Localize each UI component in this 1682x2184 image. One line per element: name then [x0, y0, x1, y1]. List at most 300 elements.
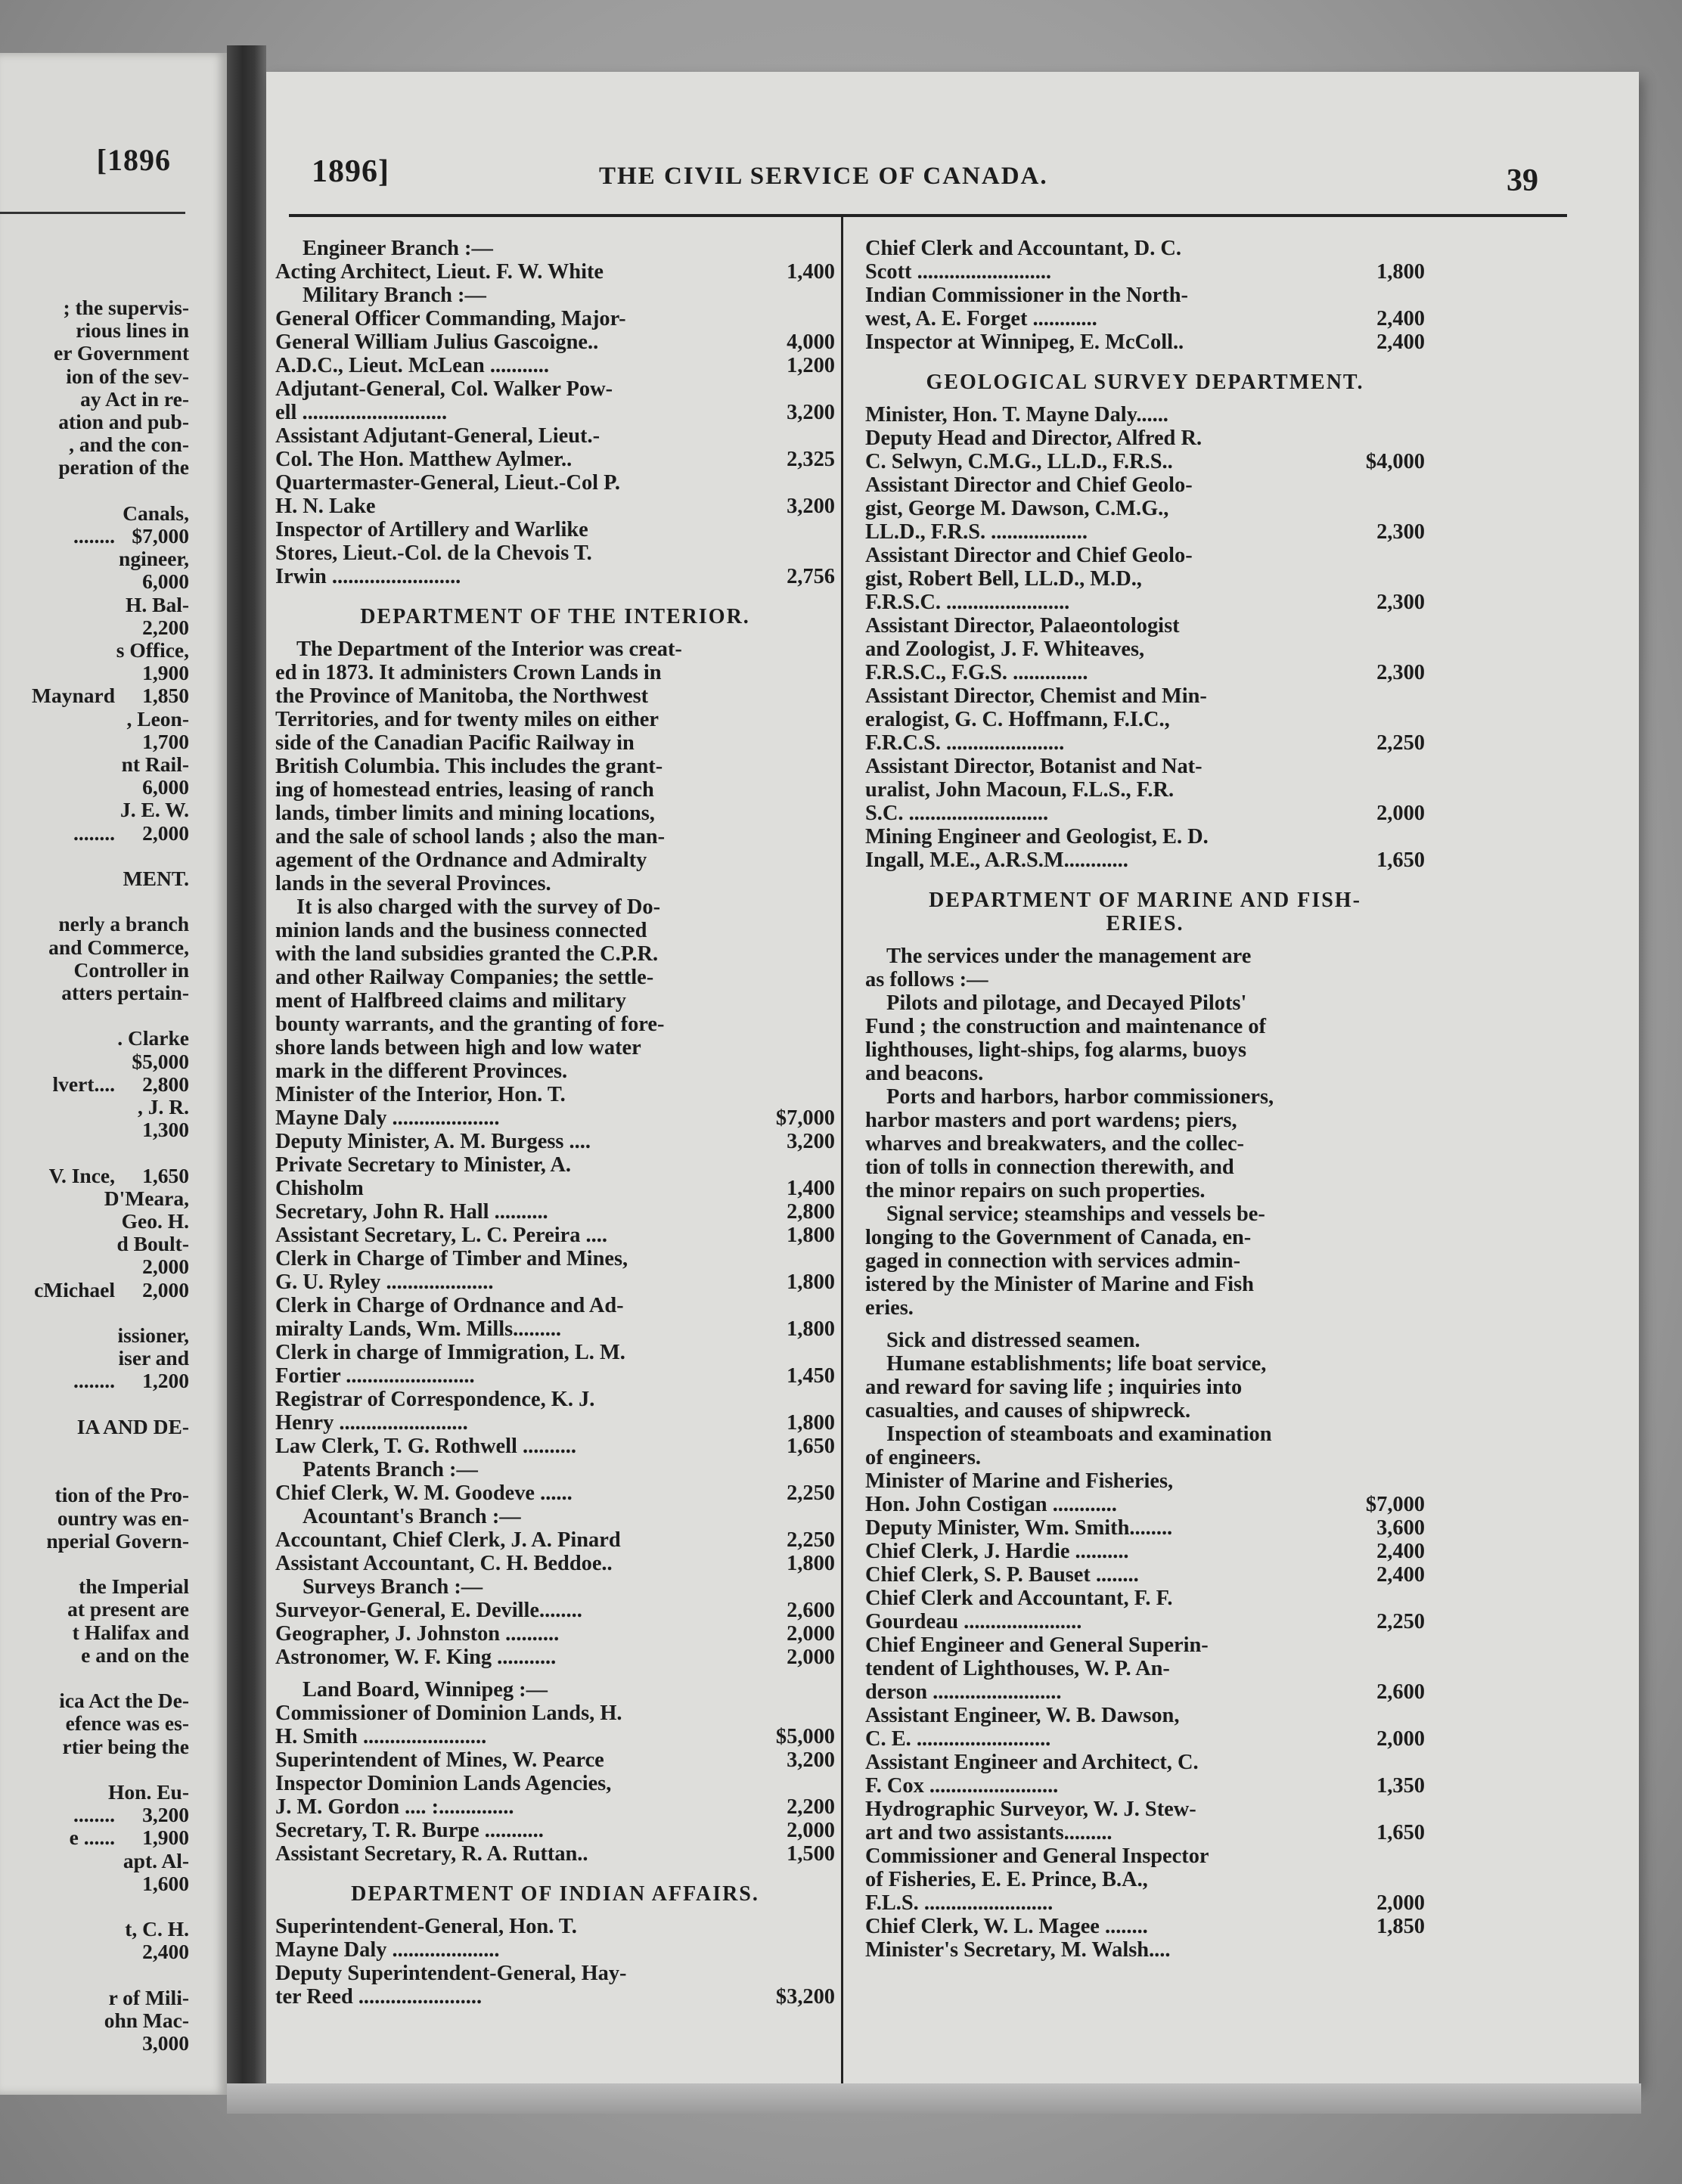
entry-salary: 3,200 — [787, 495, 835, 518]
branch-subheading: Surveys Branch :— — [303, 1575, 483, 1599]
salary-entry — [275, 1435, 835, 1458]
section-heading: DEPARTMENT OF INDIAN AFFAIRS. — [351, 1882, 759, 1906]
entry-salary: $3,200 — [775, 1985, 835, 2009]
entry-salary: 2,325 — [787, 448, 835, 471]
entry-position: Hydrographic Surveyor, W. J. Stew- art and two assistants......... — [865, 1798, 1196, 1844]
description-paragraph: Pilots and pilotage, and Decayed Pilots' Fund ; the construction and maintenance of lighthouses, light-ships, fog alarms, buoys and beacons. — [865, 991, 1266, 1085]
entry-position: Minister, Hon. T. Mayne Daly...... — [865, 403, 1168, 427]
entry-salary: 2,600 — [787, 1599, 835, 1622]
entry-salary: 2,400 — [1376, 1540, 1425, 1563]
previous-page-line-text: cMichael — [34, 1278, 115, 1301]
salary-entry — [865, 1516, 1425, 1540]
entry-position: Assistant Director, Palaeontologist and Zoologist, J. F. Whiteaves, F.R.S.C., F.G.S. .............. — [865, 614, 1180, 684]
previous-page-line-text: e ...... — [69, 1826, 115, 1850]
previous-page-line — [0, 708, 189, 731]
previous-page-line-text: , J. R. — [138, 1096, 189, 1118]
entry-position: Geographer, J. Johnston .......... — [275, 1622, 560, 1646]
previous-page-line — [0, 296, 189, 319]
entry-salary: 1,800 — [787, 1552, 835, 1575]
salary-entry — [275, 518, 835, 588]
previous-page-line-text: rious lines in — [76, 319, 189, 343]
entry-position: Clerk in charge of Immigration, L. M. Fortier ........................ — [275, 1341, 625, 1388]
salary-entry — [275, 1153, 835, 1200]
salary-entry — [275, 1200, 835, 1224]
salary-entry — [865, 1915, 1425, 1938]
description-paragraph: The Department of the Interior was creat- ed in 1873. It administers Crown Lands in the Province of Manitoba, the Northwest Territories, and for twenty miles on either side of the Canadian Pacific Railway in British Columbia. This includes the grant- ing of homestead entries, leasing of ranch lands, timber limits and mining locations, and the sale of school lands ; also the man- agement of the Ordnance and Admiralty lands in the several Provinces. — [275, 638, 682, 895]
previous-page-line-text: peration of the — [58, 456, 189, 479]
entry-salary: 2,000 — [1376, 1891, 1425, 1915]
entry-salary: 1,350 — [1376, 1774, 1425, 1798]
previous-page-line-text: ........ — [73, 525, 115, 548]
entry-position: General Officer Commanding, Major- General William Julius Gascoigne.. — [275, 307, 626, 354]
previous-page-line — [0, 1621, 189, 1644]
salary-entry — [275, 1247, 835, 1294]
salary-entry — [865, 1798, 1425, 1844]
previous-page-line — [0, 753, 189, 776]
previous-page-line — [0, 1118, 189, 1141]
column-rule — [841, 217, 843, 2083]
previous-page-line-text: s Office, — [116, 639, 189, 662]
previous-page-line-amount: 2,000 — [142, 821, 189, 845]
entry-position: Inspector Dominion Lands Agencies, J. M. Gordon .... :.............. — [275, 1772, 612, 1819]
entry-position: Minister's Secretary, M. Walsh.... — [865, 1938, 1171, 1962]
entry-salary: 2,000 — [1376, 802, 1425, 825]
entry-salary: 2,400 — [1376, 1563, 1425, 1587]
previous-page-line — [0, 1370, 189, 1392]
previous-page-line — [0, 1918, 189, 1940]
previous-page-line — [0, 1598, 189, 1621]
entry-salary: 2,250 — [1376, 731, 1425, 755]
entry-salary: 2,756 — [787, 565, 835, 588]
previous-page-line-text: ohn Mac- — [104, 2009, 189, 2032]
entry-position: Accountant, Chief Clerk, J. A. Pinard — [275, 1528, 621, 1552]
entry-salary: 1,800 — [787, 1411, 835, 1435]
previous-page-line-amount: $5,000 — [132, 1050, 189, 1073]
entry-salary: 1,800 — [1376, 260, 1425, 284]
previous-page-line — [0, 1096, 189, 1118]
previous-page-line — [0, 1073, 189, 1096]
entry-salary: 1,450 — [787, 1364, 835, 1388]
previous-page-line-text: t Halifax and — [72, 1621, 189, 1644]
entry-salary: $4,000 — [1365, 450, 1425, 473]
bottom-margin — [227, 2083, 1641, 2114]
previous-page-line-text: ........ — [73, 1370, 115, 1393]
salary-entry — [865, 1563, 1425, 1587]
previous-page-line-amount: 1,850 — [142, 684, 189, 708]
previous-page-line — [0, 411, 189, 433]
salary-entry — [275, 354, 835, 377]
previous-page-line-text: rtier being the — [62, 1735, 189, 1758]
entry-position: Quartermaster-General, Lieut.-Col P. H. N. Lake — [275, 471, 620, 518]
previous-page-line-text: Geo. H. — [121, 1210, 189, 1233]
previous-page-line — [0, 684, 189, 707]
previous-page-line — [0, 1279, 189, 1301]
previous-page-line — [0, 433, 189, 456]
entry-position: Clerk in Charge of Timber and Mines, G. U. Ryley .................... — [275, 1247, 628, 1294]
entry-position: Minister of the Interior, Hon. T. Mayne Daly .................... — [275, 1083, 566, 1130]
entry-position: A.D.C., Lieut. McLean ........... — [275, 354, 549, 377]
salary-entry — [275, 307, 835, 354]
salary-entry — [865, 1844, 1425, 1915]
entry-position: Commissioner and General Inspector of Fisheries, E. E. Prince, B.A., F.L.S. ........................ — [865, 1844, 1209, 1915]
section-heading: GEOLOGICAL SURVEY DEPARTMENT. — [926, 371, 1364, 394]
entry-salary: 2,400 — [1376, 330, 1425, 354]
previous-page-line-text: d Boult- — [116, 1233, 189, 1256]
previous-page-line — [0, 662, 189, 684]
previous-page-line — [0, 594, 189, 616]
entry-salary: 2,250 — [1376, 1610, 1425, 1633]
previous-page-line-amount: 2,400 — [142, 1940, 189, 1964]
previous-page-line-amount: 3,200 — [142, 1804, 189, 1827]
previous-page-line — [0, 1507, 189, 1530]
entry-salary: 2,300 — [1376, 661, 1425, 684]
previous-page-line-amount: 1,300 — [142, 1118, 189, 1142]
salary-entry — [275, 1083, 835, 1130]
entry-position: Chief Clerk and Accountant, D. C. Scott ......................... — [865, 237, 1181, 284]
salary-entry — [275, 1552, 835, 1575]
previous-page-line — [0, 1347, 189, 1370]
entry-position: Chief Clerk, W. M. Goodeve ...... — [275, 1481, 573, 1505]
previous-page-line-text: ........ — [73, 821, 115, 845]
salary-entry — [275, 260, 835, 284]
salary-entry — [275, 1224, 835, 1247]
previous-page-line-text: and Commerce, — [48, 935, 189, 959]
previous-page-line — [0, 936, 189, 959]
entry-salary: 2,250 — [787, 1481, 835, 1505]
salary-entry — [275, 377, 835, 424]
entry-position: Chief Clerk and Accountant, F. F. Gourdeau ...................... — [865, 1587, 1173, 1633]
previous-page-line-text: D'Meara, — [104, 1187, 189, 1210]
previous-page-line — [0, 1324, 189, 1347]
description-paragraph: Signal service; steamships and vessels be- longing to the Government of Canada, en- gaged in connection with services admin- istered by the Minister of Marine and Fish eries. — [865, 1202, 1265, 1320]
salary-entry — [865, 237, 1425, 284]
entry-salary: 1,650 — [787, 1435, 835, 1458]
previous-page-rule — [0, 212, 185, 214]
entry-position: Clerk in Charge of Ordnance and Ad- miralty Lands, Wm. Mills......... — [275, 1294, 624, 1341]
entry-salary: $7,000 — [775, 1106, 835, 1130]
previous-page-line-amount: 6,000 — [142, 570, 189, 594]
previous-page-line-text: ation and pub- — [58, 411, 189, 433]
header-rule — [289, 214, 1567, 217]
salary-entry — [275, 1819, 835, 1842]
salary-entry — [865, 1540, 1425, 1563]
salary-entry — [275, 1599, 835, 1622]
previous-page-line-text: r of Mili- — [108, 1986, 189, 2009]
salary-entry — [865, 825, 1425, 872]
entry-salary: 1,650 — [1376, 848, 1425, 872]
salary-entry — [865, 284, 1425, 330]
branch-subheading: Patents Branch :— — [303, 1458, 478, 1481]
previous-page-line-text: , Leon- — [126, 707, 189, 731]
branch-subheading: Land Board, Winnipeg :— — [303, 1678, 548, 1702]
previous-page-line-text: the Imperial — [79, 1575, 189, 1599]
previous-page-line — [0, 388, 189, 411]
previous-page-line-amount: 1,600 — [142, 1872, 189, 1895]
entry-position: Assistant Director, Botanist and Nat- uralist, John Macoun, F.L.S., F.R. S.C. .......................... — [865, 755, 1203, 825]
previous-page-line — [0, 1689, 189, 1712]
page — [266, 72, 1639, 2083]
branch-subheading: Military Branch :— — [303, 284, 486, 307]
entry-position: Law Clerk, T. G. Rothwell .......... — [275, 1435, 576, 1458]
previous-page-line — [0, 822, 189, 845]
previous-page-line — [0, 570, 189, 593]
previous-page-line-text: Maynard — [32, 684, 115, 708]
entry-position: Inspector at Winnipeg, E. McColl.. — [865, 330, 1184, 354]
previous-page-line-text: Hon. Eu- — [108, 1781, 189, 1804]
entry-salary: 3,200 — [787, 1748, 835, 1772]
previous-page-line — [0, 1530, 189, 1553]
salary-entry — [275, 1481, 835, 1505]
spacer — [865, 1320, 1425, 1329]
entry-position: Chief Clerk, S. P. Bauset ........ — [865, 1563, 1139, 1587]
previous-page-line — [0, 959, 189, 982]
section-heading: DEPARTMENT OF MARINE AND FISH- ERIES. — [929, 889, 1361, 935]
salary-entry — [275, 1702, 835, 1748]
previous-page-line — [0, 502, 189, 525]
running-head-title: THE CIVIL SERVICE OF CANADA. — [599, 163, 1048, 190]
salary-entry — [865, 684, 1425, 755]
running-head-year: 1896] — [312, 154, 389, 189]
entry-position: Assistant Secretary, R. A. Ruttan.. — [275, 1842, 588, 1866]
previous-page-line — [0, 1484, 189, 1506]
previous-page-line — [0, 1781, 189, 1804]
previous-page-line-text: ........ — [73, 1804, 115, 1827]
previous-page-line-text: Controller in — [73, 958, 189, 982]
book-gutter — [227, 45, 266, 2110]
previous-page-line — [0, 456, 189, 479]
entry-salary: 2,000 — [787, 1622, 835, 1646]
entry-position: Assistant Accountant, C. H. Beddoe.. — [275, 1552, 613, 1575]
previous-page-line-text: . Clarke — [117, 1027, 189, 1050]
previous-page-line — [0, 1850, 189, 1872]
entry-position: Indian Commissioner in the North- west, A. E. Forget ............ — [865, 284, 1188, 330]
previous-page-line — [0, 1027, 189, 1050]
salary-entry — [275, 424, 835, 471]
previous-page-line — [0, 982, 189, 1004]
right-column — [865, 237, 1425, 1962]
previous-page-line-text: J. E. W. — [120, 799, 189, 822]
salary-entry — [275, 1294, 835, 1341]
entry-position: Deputy Head and Director, Alfred R. C. Selwyn, C.M.G., LL.D., F.R.S.. — [865, 427, 1203, 473]
previous-page-line-amount: 1,700 — [142, 730, 189, 753]
previous-page-header: [1896 — [96, 143, 171, 177]
entry-position: Superintendent-General, Hon. T. Mayne Daly .................... — [275, 1915, 577, 1962]
salary-entry — [865, 544, 1425, 614]
previous-page-line — [0, 731, 189, 753]
previous-page-line-text: issioner, — [117, 1324, 189, 1347]
previous-page-line — [0, 1712, 189, 1735]
previous-page-line-text: ountry was en- — [57, 1506, 189, 1530]
entry-salary: $7,000 — [1365, 1493, 1425, 1516]
entry-position: Assistant Director, Chemist and Min- eralogist, G. C. Hoffmann, F.I.C., F.R.C.S. ...................... — [865, 684, 1207, 755]
salary-entry — [275, 1748, 835, 1772]
salary-entry — [275, 1772, 835, 1819]
entry-position: Assistant Director and Chief Geolo- gist, George M. Dawson, C.M.G., LL.D., F.R.S. .................. — [865, 473, 1193, 544]
previous-page-line-text: ngineer, — [119, 548, 189, 571]
salary-entry — [275, 1341, 835, 1388]
previous-page-line-amount: 2,000 — [142, 1278, 189, 1301]
previous-page-line — [0, 1987, 189, 2009]
salary-entry — [865, 1633, 1425, 1704]
entry-position: Assistant Engineer and Architect, C. F. Cox ........................ — [865, 1751, 1199, 1798]
salary-entry — [865, 1751, 1425, 1798]
entry-position: Astronomer, W. F. King ........... — [275, 1646, 557, 1669]
entry-position: Superintendent of Mines, W. Pearce — [275, 1748, 604, 1772]
description-paragraph: Humane establishments; life boat service, and reward for saving life ; inquiries into casualties, and causes of shipwreck. — [865, 1352, 1267, 1422]
previous-page-line — [0, 913, 189, 935]
previous-page-line-text: ay Act in re- — [80, 387, 189, 411]
entry-position: Adjutant-General, Col. Walker Pow- ell ........................... — [275, 377, 613, 424]
description-paragraph: The services under the management are as follows :— — [865, 945, 1252, 991]
previous-page-line-amount: 2,800 — [142, 1072, 189, 1096]
salary-entry — [275, 1130, 835, 1153]
entry-salary: 1,650 — [1376, 1821, 1425, 1844]
previous-page-line-amount: 1,650 — [142, 1164, 189, 1187]
previous-page-line-text: Canals, — [123, 501, 189, 525]
salary-entry — [275, 1842, 835, 1866]
previous-page-line — [0, 1233, 189, 1255]
entry-position: Assistant Secretary, L. C. Pereira .... — [275, 1224, 607, 1247]
entry-salary: 2,300 — [1376, 520, 1425, 544]
entry-position: Secretary, John R. Hall .......... — [275, 1200, 548, 1224]
section-heading: DEPARTMENT OF THE INTERIOR. — [360, 605, 750, 628]
entry-salary: 2,000 — [1376, 1727, 1425, 1751]
salary-entry — [275, 1962, 835, 2009]
previous-page-line — [0, 799, 189, 821]
previous-page-line-amount: 2,000 — [142, 1255, 189, 1279]
previous-page-line — [0, 525, 189, 548]
entry-position: Inspector of Artillery and Warlike Stores, Lieut.-Col. de la Chevois T. Irwin ........................ — [275, 518, 592, 588]
entry-salary: $5,000 — [775, 1725, 835, 1748]
previous-page-line-text: nerly a branch — [58, 913, 189, 936]
entry-position: Surveyor-General, E. Deville........ — [275, 1599, 582, 1622]
salary-entry — [865, 403, 1425, 427]
entry-position: Deputy Superintendent-General, Hay- ter Reed ....................... — [275, 1962, 627, 2009]
spacer — [275, 1669, 835, 1678]
previous-page-line — [0, 776, 189, 799]
salary-entry — [275, 471, 835, 518]
previous-page-line — [0, 1187, 189, 1210]
entry-position: Chief Engineer and General Superin- tendent of Lighthouses, W. P. An- derson ........................ — [865, 1633, 1209, 1704]
previous-page-line — [0, 1872, 189, 1895]
entry-salary: 2,000 — [787, 1819, 835, 1842]
previous-page-line — [0, 2032, 189, 2055]
entry-position: Acting Architect, Lieut. F. W. White — [275, 260, 604, 284]
entry-salary: 2,250 — [787, 1528, 835, 1552]
entry-salary: 3,200 — [787, 1130, 835, 1153]
previous-page-line — [0, 1826, 189, 1849]
previous-page-line-amount: $7,000 — [132, 525, 189, 548]
entry-salary: 1,800 — [787, 1317, 835, 1341]
previous-page-line — [0, 342, 189, 365]
salary-entry — [275, 1646, 835, 1669]
entry-position: Private Secretary to Minister, A. Chisholm — [275, 1153, 572, 1200]
entry-salary: 4,000 — [787, 330, 835, 354]
previous-page-line — [0, 365, 189, 388]
entry-position: Chief Clerk, J. Hardie .......... — [865, 1540, 1129, 1563]
previous-page-line-amount: 3,000 — [142, 2032, 189, 2055]
entry-salary: 1,800 — [787, 1270, 835, 1294]
previous-page-line-text: ; the supervis- — [63, 296, 189, 319]
entry-position: Minister of Marine and Fisheries, Hon. John Costigan ............ — [865, 1469, 1174, 1516]
entry-position: Assistant Adjutant-General, Lieut.- Col. The Hon. Matthew Aylmer.. — [275, 424, 600, 471]
entry-salary: 1,200 — [787, 354, 835, 377]
entry-salary: 2,200 — [787, 1795, 835, 1819]
entry-position: Mining Engineer and Geologist, E. D. Ingall, M.E., A.R.S.M............ — [865, 825, 1209, 872]
previous-page-line-amount: 1,900 — [142, 662, 189, 685]
previous-page-line — [0, 639, 189, 662]
previous-page-line-text: t, C. H. — [125, 1918, 189, 1941]
salary-entry — [865, 1469, 1425, 1516]
previous-page-line — [0, 319, 189, 342]
branch-subheading: Engineer Branch :— — [303, 237, 493, 260]
description-paragraph: Inspection of steamboats and examination of engineers. — [865, 1422, 1272, 1469]
entry-salary: 2,600 — [1376, 1680, 1425, 1704]
entry-salary: 1,800 — [787, 1224, 835, 1247]
previous-page-line-text: er Government — [54, 342, 189, 365]
entry-position: Assistant Engineer, W. B. Dawson, C. E. ......................... — [865, 1704, 1180, 1751]
salary-entry — [275, 1388, 835, 1435]
salary-entry — [865, 330, 1425, 354]
branch-subheading: Acountant's Branch :— — [303, 1505, 521, 1528]
previous-page-line-text: apt. Al- — [123, 1849, 189, 1872]
previous-page-line — [0, 2009, 189, 2032]
previous-page-line-text: V. Ince, — [48, 1164, 115, 1187]
description-paragraph: Ports and harbors, harbor commissioners, harbor masters and port wardens; piers, wharves and breakwaters, and the collec- tion of tolls in connection therewith, and the minor repairs on such properties. — [865, 1085, 1274, 1202]
previous-page-line — [0, 548, 189, 570]
previous-page-line-amount: 2,200 — [142, 616, 189, 639]
previous-page-line — [0, 1736, 189, 1758]
salary-entry — [865, 1587, 1425, 1633]
entry-salary: 1,400 — [787, 260, 835, 284]
previous-page-line-text: , and the con- — [69, 433, 189, 457]
salary-entry — [275, 1528, 835, 1552]
left-column — [275, 237, 835, 2009]
previous-page-line-text: iser and — [118, 1347, 189, 1370]
previous-page-line-text: at present are — [67, 1598, 189, 1621]
entry-salary: 1,500 — [787, 1842, 835, 1866]
entry-position: Registrar of Correspondence, K. J. Henry ........................ — [275, 1388, 595, 1435]
previous-page-line-amount: 1,200 — [142, 1370, 189, 1393]
previous-page-line-text: atters pertain- — [61, 982, 189, 1004]
entry-salary: 2,000 — [787, 1646, 835, 1669]
previous-page-line-text: e and on the — [81, 1643, 189, 1667]
entry-position: Assistant Director and Chief Geolo- gist, Robert Bell, LL.D., M.D., F.R.S.C. ....................... — [865, 544, 1193, 614]
previous-page-line — [0, 867, 189, 890]
entry-salary: 2,800 — [787, 1200, 835, 1224]
entry-position: Deputy Minister, Wm. Smith........ — [865, 1516, 1173, 1540]
entry-salary: 2,300 — [1376, 591, 1425, 614]
previous-page-line-text: ion of the sev- — [66, 365, 189, 388]
salary-entry — [865, 473, 1425, 544]
previous-page-line-text: lvert.... — [52, 1072, 115, 1096]
entry-salary: 2,400 — [1376, 307, 1425, 330]
entry-position: Chief Clerk, W. L. Magee ........ — [865, 1915, 1148, 1938]
salary-entry — [865, 427, 1425, 473]
salary-entry — [865, 614, 1425, 684]
previous-page-line-text: nperial Govern- — [46, 1529, 189, 1553]
description-paragraph: Sick and distressed seamen. — [886, 1329, 1140, 1352]
description-paragraph: It is also charged with the survey of Do- minion lands and the business connected with the land subsidies granted the C.P.R. and other Railway Companies; the settle- ment of Halfbreed claims and military bounty warrants, and the granting of fore- shore lands between high and low water mark in the different Provinces. — [275, 895, 665, 1083]
previous-page-line — [0, 1165, 189, 1187]
previous-page-line — [0, 1255, 189, 1278]
previous-page-line — [0, 616, 189, 639]
salary-entry — [275, 1915, 835, 1962]
page-number: 39 — [1507, 163, 1538, 198]
previous-page-line-text: H. Bal- — [125, 593, 189, 616]
salary-entry — [865, 755, 1425, 825]
previous-page-line — [0, 1575, 189, 1598]
